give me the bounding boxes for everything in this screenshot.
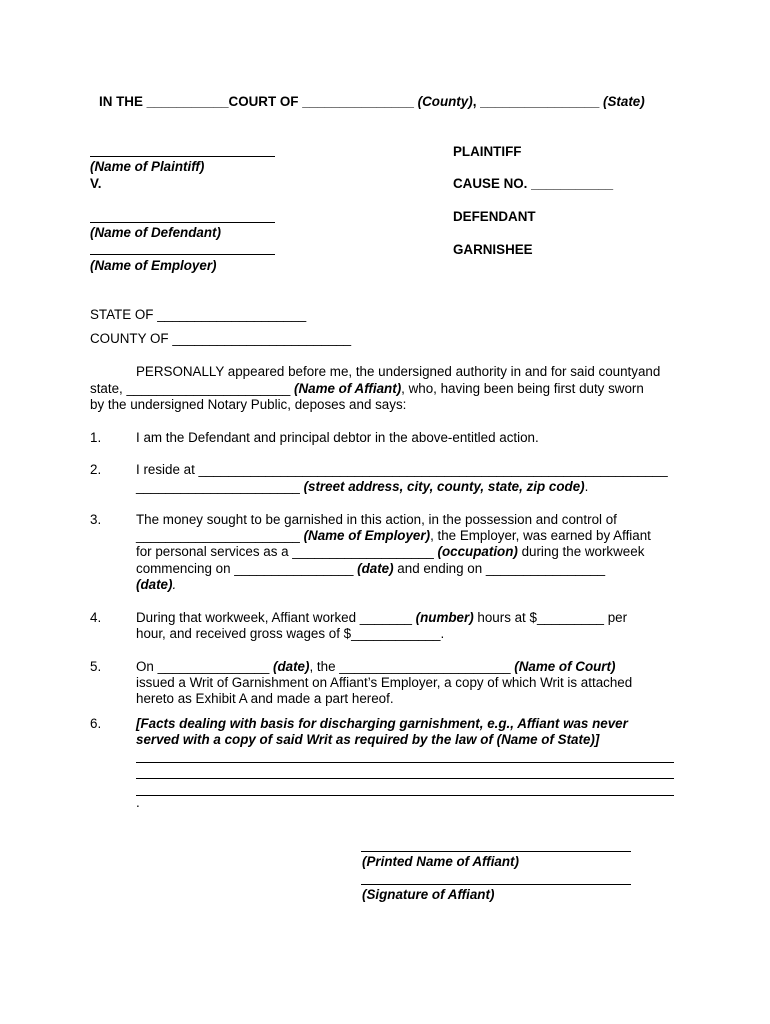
facts-line-2 (136, 778, 674, 779)
item-4-line-2: hour, and received gross wages of $____________. (136, 626, 445, 641)
signature-line (361, 884, 631, 885)
state-of-line: STATE OF ____________________ (90, 307, 307, 322)
facts-line-3 (136, 795, 674, 796)
employer-blank: ______________________ (136, 528, 304, 543)
court-header (99, 94, 645, 111)
name-of-court-label: (Name of Court) (514, 659, 616, 674)
number-label: (number) (415, 610, 474, 625)
facts-period: . (136, 795, 140, 810)
printed-name-label: (Printed Name of Affiant) (362, 854, 519, 869)
item-2-line-2 (136, 479, 588, 496)
garnishee-label: GARNISHEE (453, 242, 533, 257)
ending-date-label: (date) (136, 577, 173, 592)
occupation-blank: for personal services as a ___________________ (136, 544, 438, 559)
defendant-line (90, 222, 275, 223)
item-2-period: . (584, 479, 589, 494)
commencing-date-label: (date) (357, 561, 394, 576)
item-3-line-5 (136, 577, 176, 594)
item-4-line-1 (136, 610, 627, 627)
intro-sworn-text: , who, having been being first duty sworn (401, 381, 644, 396)
item-1-number: 1. (90, 430, 102, 445)
item-2-line-1: I reside at _______________________________________________________________ (136, 462, 668, 477)
item-3-line-3-text: during the workweek (517, 544, 645, 559)
county-of-line: COUNTY OF ________________________ (90, 331, 352, 346)
intro-state-blank: state, ______________________ (90, 381, 295, 396)
occupation-label: (occupation) (437, 544, 518, 559)
item-5-number: 5. (90, 659, 102, 674)
intro-line-3: by the undersigned Notary Public, deposes and says: (90, 397, 407, 412)
defendant-label: DEFENDANT (453, 209, 536, 224)
cause-no-label: CAUSE NO. ___________ (453, 176, 614, 191)
item-3-line-4 (136, 561, 605, 578)
hours-blank: During that workweek, Affiant worked _______ (136, 610, 416, 625)
address-blank: ______________________ (136, 479, 304, 494)
item-3-line-1: The money sought to be garnished in this action, in the possession and control of (136, 512, 617, 527)
employer-line (90, 254, 275, 255)
item-5-line-3: hereto as Exhibit A and made a part hereof. (136, 691, 394, 706)
name-of-employer: (Name of Employer) (90, 258, 217, 273)
item-3-line-2 (136, 528, 651, 545)
employer-label: (Name of Employer) (303, 528, 431, 543)
item-3-line-3 (136, 544, 644, 561)
writ-date-blank: On _______________ (136, 659, 274, 674)
plaintiff-line (90, 156, 275, 157)
item-5-line-1 (136, 659, 615, 676)
name-of-affiant-label: (Name of Affiant) (294, 381, 402, 396)
item-4-number: 4. (90, 610, 102, 625)
name-of-defendant: (Name of Defendant) (90, 225, 221, 240)
plaintiff-label: PLAINTIFF (453, 144, 522, 159)
in-the-label: IN THE ___________ (99, 94, 229, 109)
court-blank: , the _______________________ (309, 659, 515, 674)
facts-line-1 (136, 762, 674, 763)
county-label: (County) (417, 94, 473, 109)
intro-line-2 (90, 381, 644, 398)
court-of-label: COURT OF _______________ (228, 94, 414, 109)
intro-line-1: PERSONALLY appeared before me, the undersigned authority in and for said countyand (136, 364, 661, 379)
item-6-number: 6. (90, 716, 102, 731)
item-2-number: 2. (90, 462, 102, 477)
item-6-line-2: served with a copy of said Writ as required by the law of (Name of State)] (136, 732, 600, 747)
item-3-number: 3. (90, 512, 102, 527)
address-label: (street address, city, county, state, zip code) (303, 479, 585, 494)
item-3-line-2-text: , the Employer, was earned by Affiant (430, 528, 651, 543)
name-of-plaintiff: (Name of Plaintiff) (90, 159, 205, 174)
item-1-text: I am the Defendant and principal debtor in the above-entitled action. (136, 430, 539, 445)
item-5-line-2: issued a Writ of Garnishment on Affiant’s Employer, a copy of which Writ is attached (136, 675, 633, 690)
writ-date-label: (date) (273, 659, 310, 674)
rate-blank: hours at $_________ per (473, 610, 628, 625)
printed-name-line (361, 851, 631, 852)
item-6-line-1: [Facts dealing with basis for discharging garnishment, e.g., Affiant was never (136, 716, 628, 731)
commencing-blank: commencing on ________________ (136, 561, 358, 576)
state-blank: , ________________ (472, 94, 600, 109)
item-3-period: . (172, 577, 177, 592)
signature-label: (Signature of Affiant) (362, 887, 495, 902)
versus-label: V. (90, 176, 102, 191)
state-label: (State) (603, 94, 645, 109)
ending-blank: and ending on ________________ (393, 561, 606, 576)
